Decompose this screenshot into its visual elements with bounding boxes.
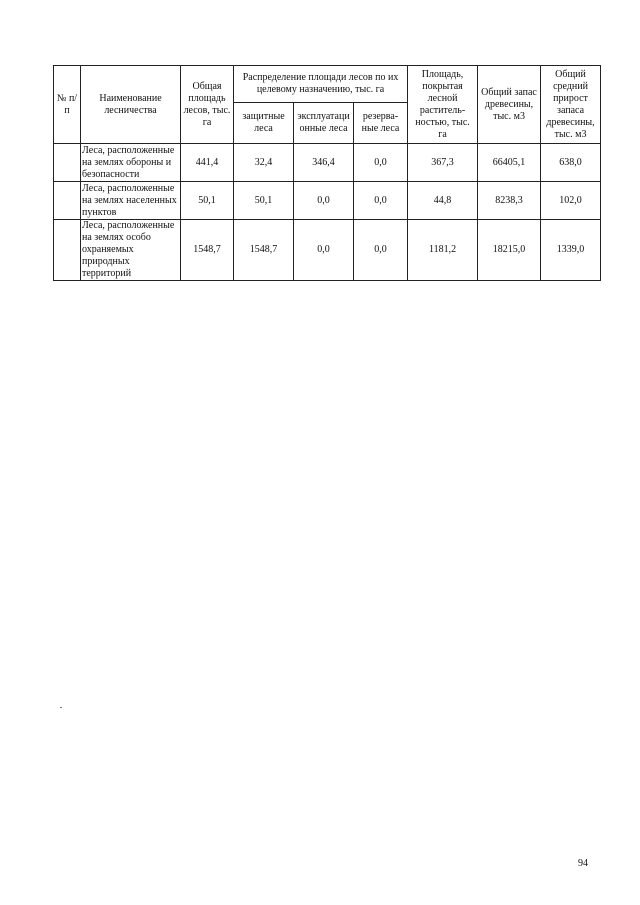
cell-no [54, 182, 81, 220]
header-total-area: Общая площадь лесов, тыс. га [181, 66, 234, 144]
cell-reserve: 0,0 [354, 182, 408, 220]
page-number: 94 [578, 858, 588, 869]
cell-exploitation: 0,0 [294, 220, 354, 281]
cell-growth: 1339,0 [541, 220, 601, 281]
cell-stock: 18215,0 [478, 220, 541, 281]
cell-exploitation: 346,4 [294, 144, 354, 182]
header-exploitation: эксплуатаци онные леса [294, 103, 354, 144]
cell-name: Леса, расположенные на землях обороны и безопасности [81, 144, 181, 182]
cell-protective: 50,1 [234, 182, 294, 220]
header-distribution: Распределение площади лесов по их целевому назначению, тыс. га [234, 66, 408, 103]
cell-no [54, 220, 81, 281]
cell-growth: 102,0 [541, 182, 601, 220]
cell-reserve: 0,0 [354, 144, 408, 182]
cell-stock: 8238,3 [478, 182, 541, 220]
table-row [54, 182, 601, 220]
cell-total-area: 50,1 [181, 182, 234, 220]
table-header-row [54, 66, 601, 103]
cell-no [54, 144, 81, 182]
header-no: № п/п [54, 66, 81, 144]
table-row [54, 144, 601, 182]
header-stock: Общий запас древесины, тыс. м3 [478, 66, 541, 144]
cell-protective: 32,4 [234, 144, 294, 182]
cell-name: Леса, расположенные на землях населенных пунктов [81, 182, 181, 220]
cell-protective: 1548,7 [234, 220, 294, 281]
cell-stock: 66405,1 [478, 144, 541, 182]
cell-total-area: 441,4 [181, 144, 234, 182]
cell-reserve: 0,0 [354, 220, 408, 281]
forest-distribution-table [53, 65, 601, 281]
header-name: Наименование лесничества [81, 66, 181, 144]
table-row [54, 220, 601, 281]
header-protective: защитные леса [234, 103, 294, 144]
cell-covered-area: 1181,2 [408, 220, 478, 281]
header-growth: Общий средний прирост запаса древесины, тыс. м3 [541, 66, 601, 144]
cell-growth: 638,0 [541, 144, 601, 182]
cell-covered-area: 367,3 [408, 144, 478, 182]
cell-name: Леса, расположенные на землях особо охраняемых природных территорий [81, 220, 181, 281]
header-covered-area: Площадь, покрытая лесной раститель-ностью, тыс. га [408, 66, 478, 144]
cell-total-area: 1548,7 [181, 220, 234, 281]
cell-covered-area: 44,8 [408, 182, 478, 220]
scan-speck [60, 707, 62, 708]
cell-exploitation: 0,0 [294, 182, 354, 220]
header-reserve: резерва-ные леса [354, 103, 408, 144]
